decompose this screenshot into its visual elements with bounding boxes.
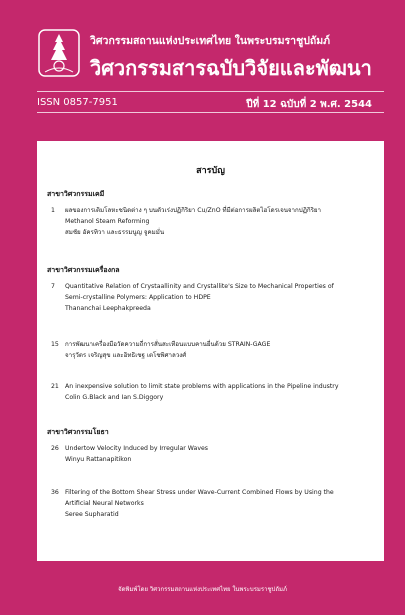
entry-title-cont: Artificial Neural Networks — [65, 500, 144, 507]
entry-title-cont: Methanol Steam Reforming — [65, 218, 150, 225]
section-heading: สาขาวิศวกรรมเครื่องกล — [47, 266, 120, 274]
entry-title: ผลของการเติมโลหะชนิดต่าง ๆ บนตัวเร่งปฏิกิริยา Cu/ZnO ที่มีต่อการผลิตไฮโดรเจนจากปฏิกิริยา — [65, 207, 322, 214]
entry-authors: Seree Supharatid — [65, 511, 119, 518]
toc-entry[interactable] — [51, 443, 376, 465]
contents-title: สารบัญ — [196, 166, 225, 176]
entry-title: Filtering of the Bottom Shear Stress under Wave-Current Combined Flows by Using the — [65, 489, 334, 496]
entry-title: Undertow Velocity Induced by Irregular Waves — [65, 445, 209, 452]
entry-title-cont: Semi-crystalline Polymers: Application to HDPE — [65, 294, 211, 301]
page-number: 15 — [51, 341, 59, 348]
toc-entry[interactable] — [51, 381, 376, 403]
entry-title: การพัฒนาเครื่องมือวัดความถี่การสั่นสะเทือนแบบคานยื่นด้วย STRAIN-GAGE — [65, 341, 271, 348]
divider-bottom — [37, 112, 384, 113]
entry-title: Quantitative Relation of Crystaallinity and Crystallite's Size to Mechanical Properties of — [65, 283, 334, 290]
entry-authors: Winyu Rattanapitikon — [65, 456, 132, 463]
page-number: 36 — [51, 489, 59, 496]
toc-entry[interactable] — [51, 281, 376, 314]
page-number: 21 — [51, 383, 59, 390]
entry-title: An inexpensive solution to limit state problems with applications in the Pipeline industry — [65, 383, 339, 390]
section-heading: สาขาวิศวกรรมโยธา — [47, 428, 109, 436]
page-number: 26 — [51, 445, 59, 452]
publisher-name: วิศวกรรมสถานแห่งประเทศไทย ในพระบรมราชูปถัมภ์ — [90, 35, 331, 47]
issn: ISSN 0857-7951 — [37, 97, 118, 108]
contents-panel — [37, 141, 384, 561]
page-number: 7 — [51, 283, 55, 290]
journal-title: วิศวกรรมสารฉบับวิจัยและพัฒนา — [90, 56, 372, 80]
toc-entry[interactable] — [51, 487, 376, 520]
toc-entry[interactable] — [51, 205, 376, 238]
entry-authors: Colin G.Black and Ian S.Diggory — [65, 394, 164, 401]
entry-authors: Thananchai Leephakpreeda — [65, 305, 151, 312]
footer-note: จัดพิมพ์โดย วิศวกรรมสถานแห่งประเทศไทย ในพระบรมราชูปถัมภ์ — [118, 586, 287, 593]
volume-issue: ปีที่ 12 ฉบับที่ 2 พ.ศ. 2544 — [246, 99, 372, 110]
page-number: 1 — [51, 207, 55, 214]
entry-authors: จารุวัตร เจริญสุข และอิทธิเชฐ เตโชพิศาลวงศ์ — [65, 352, 187, 359]
divider-top — [37, 91, 384, 92]
entry-authors: สมชัย อัครทิวา และธรรมนูญ จูคมมั่น — [65, 229, 165, 236]
emblem-logo — [37, 28, 81, 78]
toc-entry[interactable] — [51, 339, 376, 361]
section-heading: สาขาวิศวกรรมเคมี — [47, 190, 105, 198]
